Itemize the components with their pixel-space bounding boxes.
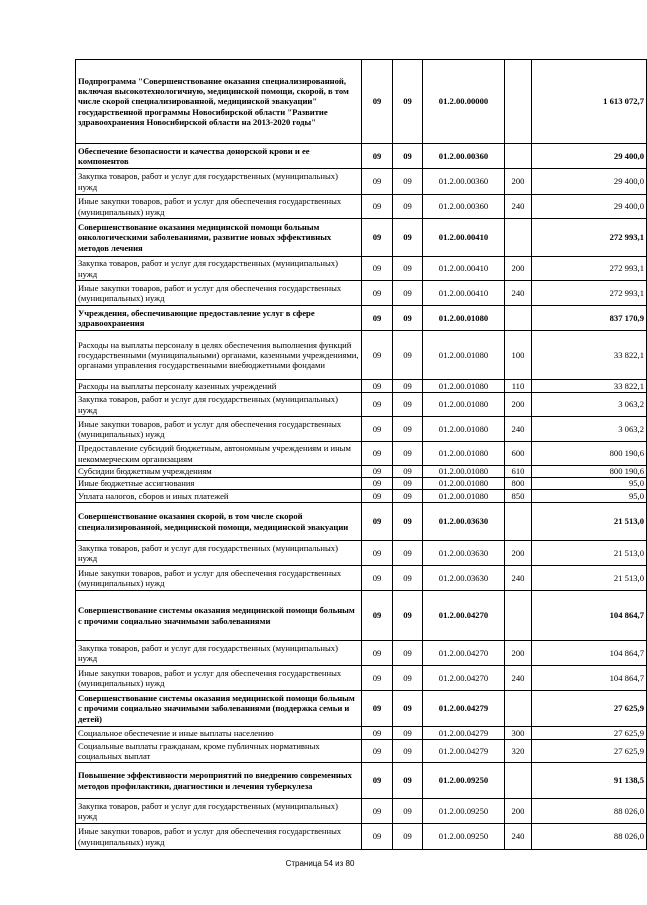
cell-target-article: 01.2.00.01080: [423, 331, 505, 380]
cell-amount: 21 513,0: [532, 566, 647, 591]
cell-expense-type: [505, 691, 532, 727]
budget-table-body: [76, 60, 647, 850]
cell-expense-type: 200: [505, 257, 532, 281]
cell-subsection: 09: [393, 442, 423, 466]
cell-amount: 21 513,0: [532, 503, 647, 541]
cell-section: 09: [362, 281, 393, 306]
cell-subsection: 09: [393, 466, 423, 478]
cell-target-article: 01.2.00.04279: [423, 727, 505, 740]
cell-amount: 3 063,2: [532, 417, 647, 442]
table-row: [76, 219, 647, 257]
table-row: [76, 281, 647, 306]
cell-expense-type: 600: [505, 442, 532, 466]
cell-subsection: 09: [393, 566, 423, 591]
cell-target-article: 01.2.00.00410: [423, 219, 505, 257]
cell-subsection: 09: [393, 666, 423, 691]
cell-subsection: 09: [393, 541, 423, 566]
table-row: [76, 591, 647, 641]
cell-section: 09: [362, 824, 393, 850]
cell-amount: 88 026,0: [532, 799, 647, 824]
cell-name: Закупка товаров, работ и услуг для государственных (муниципальных) нужд: [76, 257, 362, 281]
cell-subsection: 09: [393, 478, 423, 490]
cell-target-article: 01.2.00.00360: [423, 144, 505, 169]
cell-amount: 27 625,9: [532, 691, 647, 727]
cell-expense-type: 240: [505, 281, 532, 306]
cell-expense-type: 850: [505, 490, 532, 503]
cell-section: 09: [362, 666, 393, 691]
cell-target-article: 01.2.00.03630: [423, 541, 505, 566]
cell-name: Совершенствование системы оказания медицинской помощи больным с прочими социально значимыми заболеваниями (поддержка семьи и детей): [76, 691, 362, 727]
cell-section: 09: [362, 306, 393, 331]
table-row: [76, 666, 647, 691]
cell-name: Совершенствование оказания скорой, в том числе скорой специализированной, медицинской помощи, медицинской эвакуации: [76, 503, 362, 541]
cell-expense-type: 240: [505, 195, 532, 219]
cell-section: 09: [362, 799, 393, 824]
cell-target-article: 01.2.00.01080: [423, 393, 505, 417]
cell-expense-type: [505, 219, 532, 257]
cell-target-article: 01.2.00.03630: [423, 566, 505, 591]
cell-section: 09: [362, 503, 393, 541]
table-row: [76, 169, 647, 195]
table-row: [76, 306, 647, 331]
cell-section: 09: [362, 169, 393, 195]
cell-amount: 3 063,2: [532, 393, 647, 417]
cell-expense-type: 200: [505, 641, 532, 666]
cell-section: 09: [362, 478, 393, 490]
table-row: [76, 331, 647, 380]
table-row: [76, 799, 647, 824]
cell-name: Учреждения, обеспечивающие предоставление услуг в сфере здравоохранения: [76, 306, 362, 331]
cell-target-article: 01.2.00.09250: [423, 824, 505, 850]
cell-section: 09: [362, 641, 393, 666]
cell-amount: 29 400,0: [532, 144, 647, 169]
cell-name: Иные закупки товаров, работ и услуг для обеспечения государственных (муниципальных) нужд: [76, 566, 362, 591]
cell-subsection: 09: [393, 219, 423, 257]
table-row: [76, 691, 647, 727]
cell-expense-type: [505, 591, 532, 641]
cell-target-article: 01.2.00.01080: [423, 490, 505, 503]
cell-expense-type: 610: [505, 466, 532, 478]
cell-amount: 27 625,9: [532, 740, 647, 763]
cell-amount: 272 993,1: [532, 219, 647, 257]
cell-section: 09: [362, 727, 393, 740]
cell-subsection: 09: [393, 306, 423, 331]
cell-subsection: 09: [393, 331, 423, 380]
cell-amount: 91 138,5: [532, 763, 647, 799]
cell-target-article: 01.2.00.04270: [423, 591, 505, 641]
cell-amount: 33 822,1: [532, 331, 647, 380]
cell-name: Социальное обеспечение и иные выплаты населению: [76, 727, 362, 740]
cell-target-article: 01.2.00.03630: [423, 503, 505, 541]
table-row: [76, 195, 647, 219]
cell-subsection: 09: [393, 380, 423, 393]
table-row: [76, 442, 647, 466]
cell-section: 09: [362, 257, 393, 281]
cell-subsection: 09: [393, 281, 423, 306]
cell-amount: 1 613 072,7: [532, 60, 647, 144]
cell-expense-type: 200: [505, 169, 532, 195]
cell-amount: 800 190,6: [532, 466, 647, 478]
cell-target-article: 01.2.00.01080: [423, 442, 505, 466]
table-row: [76, 380, 647, 393]
table-row: [76, 257, 647, 281]
cell-name: Иные закупки товаров, работ и услуг для обеспечения государственных (муниципальных) нужд: [76, 281, 362, 306]
cell-name: Субсидии бюджетным учреждениям: [76, 466, 362, 478]
cell-subsection: 09: [393, 503, 423, 541]
cell-section: 09: [362, 331, 393, 380]
table-row: [76, 60, 647, 144]
table-row: [76, 466, 647, 478]
cell-target-article: 01.2.00.01080: [423, 306, 505, 331]
cell-name: Совершенствование оказания медицинской помощи больным онкологическими заболеваниями, развитие новых эффективных методов лечения: [76, 219, 362, 257]
cell-subsection: 09: [393, 169, 423, 195]
cell-name: Повышение эффективности мероприятий по внедрению современных методов профилактики, диагностики и лечения туберкулеза: [76, 763, 362, 799]
cell-target-article: 01.2.00.04270: [423, 641, 505, 666]
cell-section: 09: [362, 417, 393, 442]
cell-name: Социальные выплаты гражданам, кроме публичных нормативных социальных выплат: [76, 740, 362, 763]
page-number-label: Страница 54 из 80: [285, 859, 355, 868]
cell-section: 09: [362, 219, 393, 257]
cell-expense-type: 240: [505, 666, 532, 691]
cell-amount: 21 513,0: [532, 541, 647, 566]
cell-name: Закупка товаров, работ и услуг для государственных (муниципальных) нужд: [76, 541, 362, 566]
cell-target-article: 01.2.00.01080: [423, 478, 505, 490]
page-footer: [0, 859, 640, 868]
cell-amount: 33 822,1: [532, 380, 647, 393]
cell-amount: 29 400,0: [532, 169, 647, 195]
cell-subsection: 09: [393, 257, 423, 281]
cell-name: Иные закупки товаров, работ и услуг для обеспечения государственных (муниципальных) нужд: [76, 824, 362, 850]
cell-expense-type: 100: [505, 331, 532, 380]
table-row: [76, 417, 647, 442]
cell-amount: 104 864,7: [532, 666, 647, 691]
cell-section: 09: [362, 763, 393, 799]
cell-target-article: 01.2.00.04279: [423, 691, 505, 727]
cell-section: 09: [362, 195, 393, 219]
cell-expense-type: 240: [505, 566, 532, 591]
cell-name: Совершенствование системы оказания медицинской помощи больным с прочими социально значимыми заболеваниями: [76, 591, 362, 641]
cell-expense-type: 200: [505, 393, 532, 417]
cell-subsection: 09: [393, 763, 423, 799]
cell-target-article: 01.2.00.04270: [423, 666, 505, 691]
cell-expense-type: 200: [505, 541, 532, 566]
cell-name: Подпрограмма "Совершенствование оказания специализированной, включая высокотехнологичную, медицинской помощи, скорой, в том числе скорой специализированной, медицинской эвакуации" государственной программы Новосибирской области "Развитие здравоохранения Новосибирской области на 2013-2020 годы": [76, 60, 362, 144]
cell-expense-type: 300: [505, 727, 532, 740]
cell-target-article: 01.2.00.09250: [423, 763, 505, 799]
cell-target-article: 01.2.00.09250: [423, 799, 505, 824]
cell-subsection: 09: [393, 799, 423, 824]
cell-amount: 272 993,1: [532, 257, 647, 281]
cell-name: Обеспечение безопасности и качества донорской крови и ее компонентов: [76, 144, 362, 169]
cell-subsection: 09: [393, 591, 423, 641]
cell-subsection: 09: [393, 740, 423, 763]
cell-target-article: 01.2.00.00360: [423, 195, 505, 219]
cell-expense-type: [505, 763, 532, 799]
cell-subsection: 09: [393, 727, 423, 740]
cell-expense-type: [505, 144, 532, 169]
cell-name: Иные закупки товаров, работ и услуг для обеспечения государственных (муниципальных) нужд: [76, 417, 362, 442]
cell-subsection: 09: [393, 60, 423, 144]
cell-name: Закупка товаров, работ и услуг для государственных (муниципальных) нужд: [76, 799, 362, 824]
cell-target-article: 01.2.00.00410: [423, 281, 505, 306]
cell-section: 09: [362, 380, 393, 393]
cell-expense-type: [505, 60, 532, 144]
cell-name: Закупка товаров, работ и услуг для государственных (муниципальных) нужд: [76, 393, 362, 417]
cell-subsection: 09: [393, 393, 423, 417]
cell-name: Иные закупки товаров, работ и услуг для обеспечения государственных (муниципальных) нужд: [76, 666, 362, 691]
cell-subsection: 09: [393, 691, 423, 727]
cell-subsection: 09: [393, 195, 423, 219]
cell-section: 09: [362, 144, 393, 169]
cell-amount: 272 993,1: [532, 281, 647, 306]
cell-amount: 88 026,0: [532, 824, 647, 850]
cell-expense-type: 200: [505, 799, 532, 824]
cell-section: 09: [362, 393, 393, 417]
cell-section: 09: [362, 566, 393, 591]
cell-name: Закупка товаров, работ и услуг для государственных (муниципальных) нужд: [76, 169, 362, 195]
cell-amount: 104 864,7: [532, 641, 647, 666]
cell-expense-type: 110: [505, 380, 532, 393]
table-row: [76, 393, 647, 417]
cell-section: 09: [362, 60, 393, 144]
cell-name: Иные бюджетные ассигнования: [76, 478, 362, 490]
cell-subsection: 09: [393, 490, 423, 503]
cell-target-article: 01.2.00.00360: [423, 169, 505, 195]
cell-section: 09: [362, 490, 393, 503]
cell-expense-type: [505, 306, 532, 331]
cell-section: 09: [362, 541, 393, 566]
cell-amount: 27 625,9: [532, 727, 647, 740]
cell-section: 09: [362, 691, 393, 727]
cell-section: 09: [362, 740, 393, 763]
cell-subsection: 09: [393, 641, 423, 666]
cell-target-article: 01.2.00.04279: [423, 740, 505, 763]
cell-target-article: 01.2.00.01080: [423, 417, 505, 442]
table-row: [76, 478, 647, 490]
cell-amount: 29 400,0: [532, 195, 647, 219]
cell-expense-type: 800: [505, 478, 532, 490]
cell-amount: 104 864,7: [532, 591, 647, 641]
cell-name: Предоставление субсидий бюджетным, автономным учреждениям и иным некоммерческим организациям: [76, 442, 362, 466]
cell-subsection: 09: [393, 417, 423, 442]
table-row: [76, 740, 647, 763]
cell-amount: 95,0: [532, 478, 647, 490]
cell-name: Уплата налогов, сборов и иных платежей: [76, 490, 362, 503]
cell-section: 09: [362, 591, 393, 641]
cell-target-article: 01.2.00.00000: [423, 60, 505, 144]
table-row: [76, 541, 647, 566]
budget-table: [75, 59, 647, 850]
table-row: [76, 503, 647, 541]
cell-target-article: 01.2.00.01080: [423, 380, 505, 393]
table-row: [76, 824, 647, 850]
cell-target-article: 01.2.00.01080: [423, 466, 505, 478]
cell-amount: 800 190,6: [532, 442, 647, 466]
cell-subsection: 09: [393, 144, 423, 169]
cell-name: Иные закупки товаров, работ и услуг для обеспечения государственных (муниципальных) нужд: [76, 195, 362, 219]
cell-subsection: 09: [393, 824, 423, 850]
cell-amount: 95,0: [532, 490, 647, 503]
cell-amount: 837 170,9: [532, 306, 647, 331]
cell-expense-type: 320: [505, 740, 532, 763]
table-row: [76, 490, 647, 503]
cell-name: Расходы на выплаты персоналу казенных учреждений: [76, 380, 362, 393]
cell-name: Расходы на выплаты персоналу в целях обеспечения выполнения функций государственными (муниципальными) органами, казенными учреждениями, органами управления государственными внебюджетными фондами: [76, 331, 362, 380]
cell-name: Закупка товаров, работ и услуг для государственных (муниципальных) нужд: [76, 641, 362, 666]
table-row: [76, 144, 647, 169]
table-row: [76, 763, 647, 799]
cell-target-article: 01.2.00.00410: [423, 257, 505, 281]
cell-expense-type: 240: [505, 824, 532, 850]
cell-section: 09: [362, 442, 393, 466]
cell-expense-type: [505, 503, 532, 541]
table-row: [76, 727, 647, 740]
cell-expense-type: 240: [505, 417, 532, 442]
table-row: [76, 566, 647, 591]
table-row: [76, 641, 647, 666]
cell-section: 09: [362, 466, 393, 478]
